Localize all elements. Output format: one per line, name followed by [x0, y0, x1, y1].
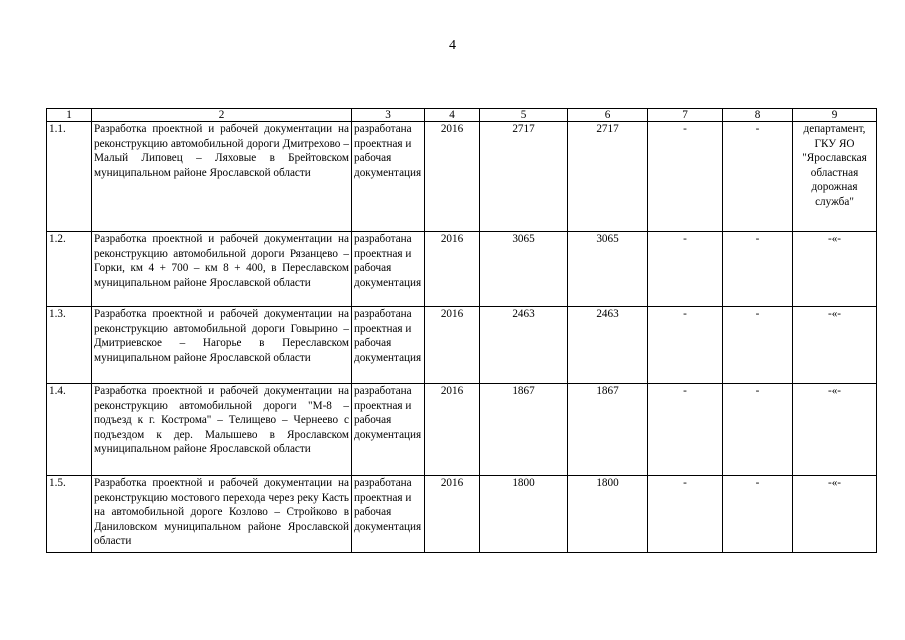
- header-cell-7: 7: [648, 109, 723, 122]
- value-cell-6: 3065: [568, 232, 648, 307]
- value-cell-8: -: [723, 307, 793, 384]
- activity-status: разработана проектная и рабочая документация: [352, 122, 425, 232]
- table-row: [47, 232, 877, 307]
- responsible-cell: -«-: [793, 307, 877, 384]
- value-cell-8: -: [723, 476, 793, 553]
- header-row: [47, 109, 877, 122]
- row-number: 1.2.: [47, 232, 92, 307]
- header-cell-8: 8: [723, 109, 793, 122]
- activity-status: разработана проектная и рабочая документация: [352, 476, 425, 553]
- value-cell-7: -: [648, 307, 723, 384]
- header-cell-6: 6: [568, 109, 648, 122]
- value-cell-6: 1867: [568, 384, 648, 476]
- responsible-cell: -«-: [793, 476, 877, 553]
- row-number: 1.4.: [47, 384, 92, 476]
- value-cell-6: 1800: [568, 476, 648, 553]
- activity-name: Разработка проектной и рабочей документации на реконструкцию автомобильной дороги "М-8 – подъезд к г. Кострома" – Телищево – Чернеево с подъездом к дер. Малышево в Ярославском муниципальном районе Ярославской области: [92, 384, 352, 476]
- activity-name: Разработка проектной и рабочей документации на реконструкцию мостового перехода через реку Касть на автомобильной дороге Козлово – Стройково в Даниловском муниципальном районе Ярославской области: [92, 476, 352, 553]
- year-cell: 2016: [425, 476, 480, 553]
- year-cell: 2016: [425, 122, 480, 232]
- activity-name: Разработка проектной и рабочей документации на реконструкцию автомобильной дороги Рязанцево – Горки, км 4 + 700 – км 8 + 400, в Переславском муниципальном районе Ярославской области: [92, 232, 352, 307]
- activity-status: разработана проектная и рабочая документация: [352, 232, 425, 307]
- header-cell-9: 9: [793, 109, 877, 122]
- activity-name: Разработка проектной и рабочей документации на реконструкцию автомобильной дороги Говырино – Дмитриевское – Нагорье в Переславском муниципальном районе Ярославской области: [92, 307, 352, 384]
- header-cell-1: 1: [47, 109, 92, 122]
- value-cell-5: 3065: [480, 232, 568, 307]
- table-row: [47, 307, 877, 384]
- value-cell-8: -: [723, 122, 793, 232]
- value-cell-7: -: [648, 232, 723, 307]
- activity-status: разработана проектная и рабочая документация: [352, 307, 425, 384]
- year-cell: 2016: [425, 232, 480, 307]
- value-cell-8: -: [723, 232, 793, 307]
- value-cell-8: -: [723, 384, 793, 476]
- row-number: 1.3.: [47, 307, 92, 384]
- value-cell-6: 2717: [568, 122, 648, 232]
- value-cell-6: 2463: [568, 307, 648, 384]
- value-cell-7: -: [648, 122, 723, 232]
- header-cell-4: 4: [425, 109, 480, 122]
- value-cell-5: 1800: [480, 476, 568, 553]
- value-cell-7: -: [648, 384, 723, 476]
- header-cell-3: 3: [352, 109, 425, 122]
- value-cell-7: -: [648, 476, 723, 553]
- row-number: 1.1.: [47, 122, 92, 232]
- value-cell-5: 2463: [480, 307, 568, 384]
- table-row: [47, 122, 877, 232]
- year-cell: 2016: [425, 307, 480, 384]
- responsible-cell: -«-: [793, 232, 877, 307]
- year-cell: 2016: [425, 384, 480, 476]
- table-row: [47, 384, 877, 476]
- header-cell-5: 5: [480, 109, 568, 122]
- value-cell-5: 1867: [480, 384, 568, 476]
- program-table: [46, 108, 877, 553]
- header-cell-2: 2: [92, 109, 352, 122]
- row-number: 1.5.: [47, 476, 92, 553]
- value-cell-5: 2717: [480, 122, 568, 232]
- activity-name: Разработка проектной и рабочей документации на реконструкцию автомобильной дороги Дмитрехово – Малый Липовец – Ляховые в Брейтовском муниципальном районе Ярославской области: [92, 122, 352, 232]
- page-number: 4: [449, 38, 456, 53]
- responsible-cell: -«-: [793, 384, 877, 476]
- activity-status: разработана проектная и рабочая документация: [352, 384, 425, 476]
- responsible-cell: департамент, ГКУ ЯО "Ярославская областная дорожная служба": [793, 122, 877, 232]
- table-row: [47, 476, 877, 553]
